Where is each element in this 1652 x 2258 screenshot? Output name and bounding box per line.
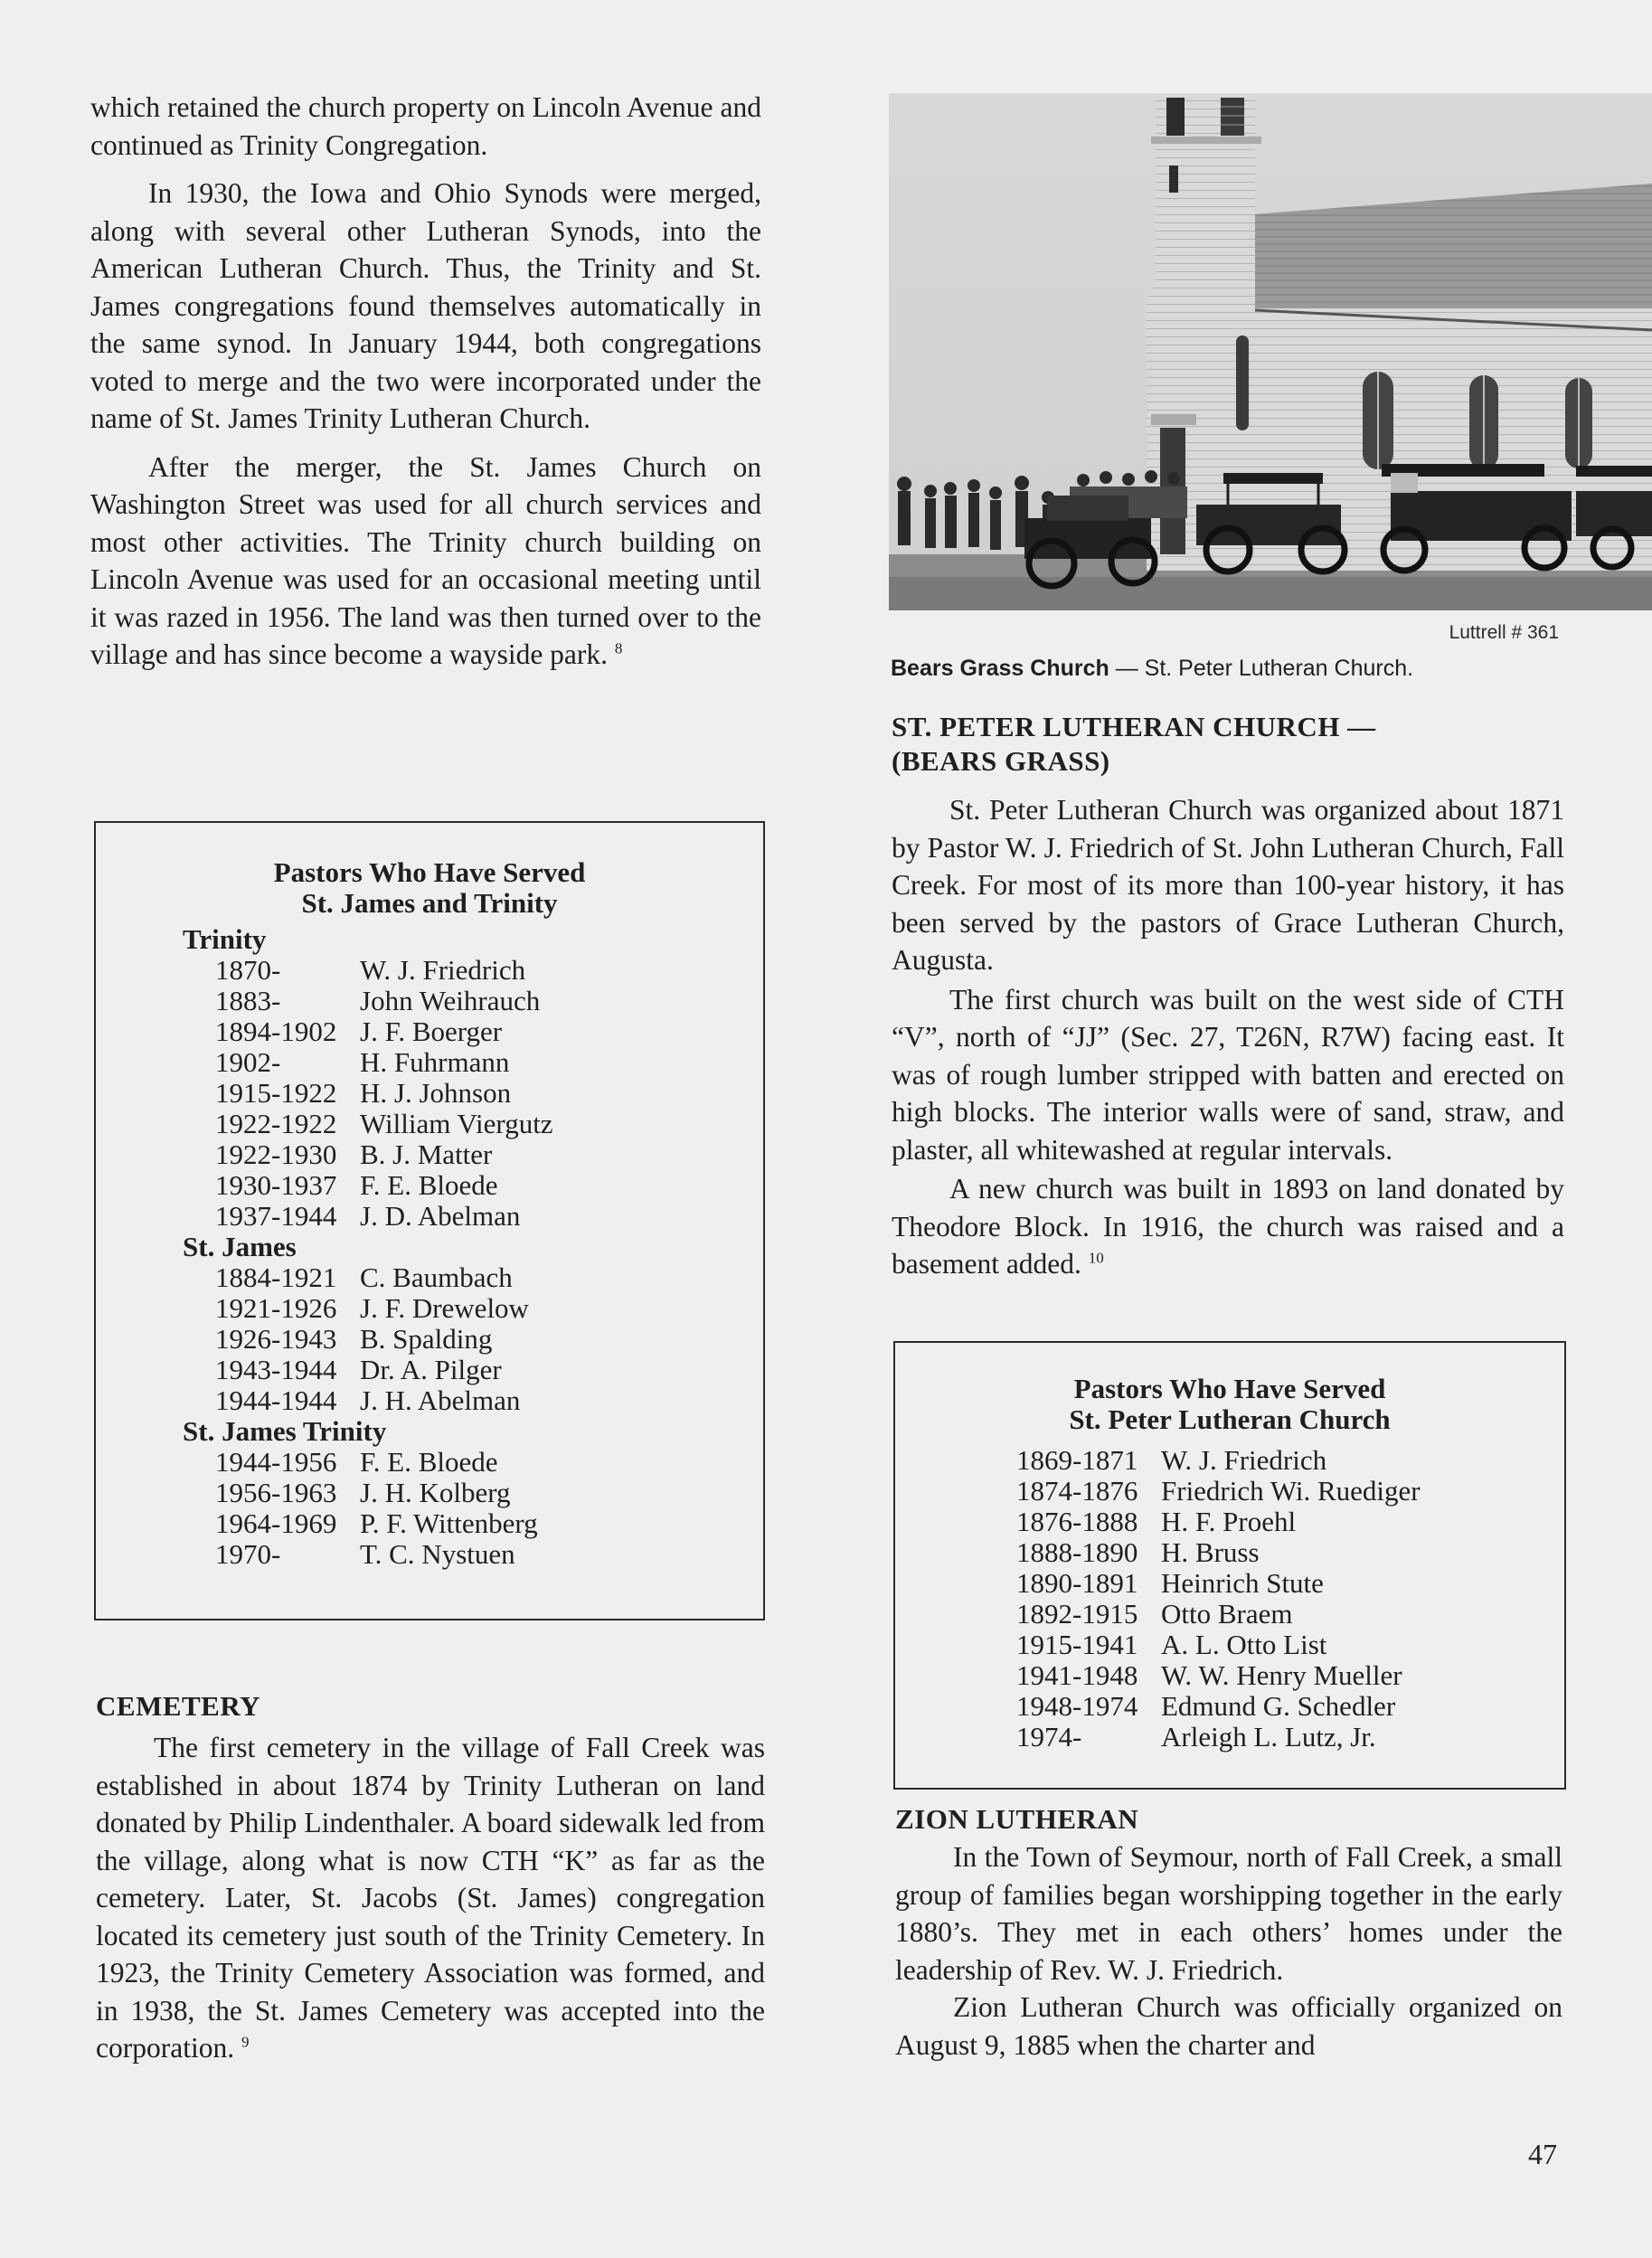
pastor-years: 1869-1871 (1016, 1444, 1138, 1476)
pastor-years: 1921-1926 (215, 1292, 337, 1324)
pastor-name: T. C. Nystuen (360, 1538, 515, 1570)
pastor-name: Dr. A. Pilger (360, 1354, 502, 1385)
pastor-name: H. J. Johnson (360, 1077, 512, 1109)
pastor-years: 1894-1902 (215, 1016, 337, 1047)
st-peter-paragraph-1: St. Peter Lutheran Church was organized about 1871 by Pastor W. J. Friedrich of St. John Lutheran Church, Fall Creek. For most of its more than 100-year history, it has been served by the pastors of Grace Lutheran Church, Augusta. (892, 794, 1564, 976)
pastor-row (215, 1170, 722, 1201)
pastor-row (215, 1539, 722, 1570)
left-paragraph-3: After the merger, the St. James Church on Washington Street was used for all church services and most other activities. The Trinity church building on Lincoln Avenue was used for an occasional meeting until it was razed in 1956. The land was then turned over to the village and has since become a wayside park. $^8$ (90, 450, 761, 670)
pastor-row (215, 1139, 722, 1170)
pastor-name: H. Bruss (1161, 1536, 1260, 1568)
pastor-row (1016, 1630, 1541, 1660)
pastor-years: 1876-1888 (1016, 1506, 1138, 1537)
pastor-row (215, 1262, 722, 1293)
pastor-row (215, 986, 722, 1016)
zion-heading: ZION LUTHERAN (895, 1803, 1139, 1835)
footnote-ref: 10 (1088, 1249, 1104, 1267)
pastor-name: H. Fuhrmann (360, 1046, 510, 1078)
pastor-group-heading: St. James Trinity (183, 1415, 387, 1447)
pastor-name: C. Baumbach (360, 1261, 513, 1293)
st-peter-paragraph-2: The first church was built on the west side of CTH “V”, north of “JJ” (Sec. 27, T26N, R7W) facing east. It was of rough lumber stripped with batten and erected on high blocks. The interior walls were of sand, straw, and plaster, all whitewashed at regular intervals. (892, 983, 1564, 1166)
pastor-row (215, 1385, 722, 1416)
pastor-name: Otto Braem (1161, 1598, 1293, 1630)
pastor-row (1016, 1691, 1541, 1722)
pastor-row (1016, 1507, 1541, 1537)
pastor-row (215, 1478, 722, 1508)
pastor-row (215, 1355, 722, 1385)
photo-caption: Bears Grass Church — St. Peter Lutheran Church. (891, 656, 1414, 681)
pastor-row (1016, 1537, 1541, 1568)
pastor-years: 1890-1891 (1016, 1567, 1138, 1599)
st-peter-paragraph-3: A new church was built in 1893 on land donated by Theodore Block. In 1916, the church was raised and a basement added. $^{10}$ (892, 1173, 1564, 1280)
pastor-years: 1970- (215, 1538, 281, 1570)
pastor-row (1016, 1445, 1541, 1476)
pastor-name: William Viergutz (360, 1108, 553, 1139)
footnote-ref: 9 (241, 2033, 250, 2051)
pastor-years: 1956-1963 (215, 1477, 337, 1508)
pastor-row (215, 1293, 722, 1324)
box-title-line-2: St. James and Trinity (301, 887, 558, 919)
pastor-row (215, 1508, 722, 1539)
pastor-years: 1915-1922 (215, 1077, 337, 1109)
st-peter-section (892, 710, 1564, 1294)
pastor-name: J. H. Abelman (360, 1384, 521, 1416)
pastor-years: 1944-1956 (215, 1446, 337, 1478)
pastor-years: 1937-1944 (215, 1200, 337, 1232)
church-photo-illustration (889, 93, 1652, 610)
pastor-name: F. E. Bloede (360, 1446, 498, 1478)
pastor-row (215, 1047, 722, 1078)
pastor-name: F. E. Bloede (360, 1169, 498, 1201)
pastor-years: 1943-1944 (215, 1354, 337, 1385)
pastor-name: Heinrich Stute (1161, 1567, 1324, 1599)
pastor-name: W. J. Friedrich (1161, 1444, 1327, 1476)
pastor-group-heading: Trinity (183, 923, 267, 955)
pastor-group-heading: St. James (183, 1231, 297, 1262)
pastors-box-st-james-trinity (94, 821, 765, 1620)
pastor-name: W. J. Friedrich (360, 954, 526, 986)
zion-section (895, 1802, 1562, 2074)
zion-paragraph-1: In the Town of Seymour, north of Fall Creek, a small group of families began worshipping together in the early 1880’s. They met in each others’ homes under the leadership of Rev. W. J. Friedrich. (895, 1841, 1562, 1986)
pastor-years: 1948-1974 (1016, 1690, 1138, 1722)
pastor-years: 1888-1890 (1016, 1536, 1138, 1568)
pastor-years: 1944-1944 (215, 1384, 337, 1416)
pastor-name: J. H. Kolberg (360, 1477, 511, 1508)
pastor-row (1016, 1660, 1541, 1691)
cemetery-heading: CEMETERY (96, 1690, 261, 1722)
pastor-list (1016, 1445, 1541, 1753)
st-peter-heading-line-2: (BEARS GRASS) (892, 745, 1110, 777)
pastor-name: W. W. Henry Mueller (1161, 1659, 1402, 1691)
pastor-name: A. L. Otto List (1161, 1629, 1327, 1660)
pastor-years: 1874-1876 (1016, 1475, 1138, 1507)
pastor-years: 1922-1922 (215, 1108, 337, 1139)
pastor-years: 1915-1941 (1016, 1629, 1138, 1660)
pastor-years: 1941-1948 (1016, 1659, 1138, 1691)
pastor-name: B. J. Matter (360, 1138, 493, 1170)
pastor-row (215, 1447, 722, 1478)
pastor-row (215, 1324, 722, 1355)
pastor-name: B. Spalding (360, 1323, 493, 1355)
pastors-box-st-peter (893, 1341, 1566, 1790)
pastor-years: 1883- (215, 985, 281, 1016)
box-title-line-1: Pastors Who Have Served (273, 856, 586, 888)
pastor-name: J. F. Boerger (360, 1016, 503, 1047)
pastor-row (1016, 1568, 1541, 1599)
pastor-name: Edmund G. Schedler (1161, 1690, 1396, 1722)
page-number: 47 (1528, 2138, 1557, 2170)
left-paragraph-1: which retained the church property on Lincoln Avenue and continued as Trinity Congregation. (90, 91, 761, 161)
cemetery-section (96, 1689, 765, 2078)
box-title-line-2: St. Peter Lutheran Church (1069, 1403, 1391, 1435)
pastor-row (215, 1078, 722, 1109)
box-title-line-1: Pastors Who Have Served (1073, 1373, 1386, 1404)
left-paragraph-2: In 1930, the Iowa and Ohio Synods were merged, along with several other Lutheran Synods, into the American Lutheran Church. Thus, the Trinity and St. James congregations found themselves automatically in the same synod. In January 1944, both congregations voted to merge and the two were incorporated under the name of St. James Trinity Lutheran Church. (90, 177, 761, 434)
pastor-row (215, 955, 722, 986)
pastor-list (183, 923, 722, 1570)
pastor-name: H. F. Proehl (1161, 1506, 1297, 1537)
pastor-years: 1964-1969 (215, 1507, 337, 1539)
pastor-years: 1974- (1016, 1721, 1082, 1753)
pastor-row (215, 1109, 722, 1139)
pastor-row (215, 1201, 722, 1232)
pastor-years: 1930-1937 (215, 1169, 337, 1201)
photo-credit: Luttrell # 361 (1449, 622, 1559, 643)
pastor-row (215, 1016, 722, 1047)
pastor-years: 1870- (215, 954, 281, 986)
pastor-name: Friedrich Wi. Ruediger (1161, 1475, 1421, 1507)
pastor-name: John Weihrauch (360, 985, 541, 1016)
pastor-years: 1884-1921 (215, 1261, 337, 1293)
pastor-years: 1926-1943 (215, 1323, 337, 1355)
pastor-name: Arleigh L. Lutz, Jr. (1161, 1721, 1376, 1753)
pastor-years: 1922-1930 (215, 1138, 337, 1170)
pastor-row (1016, 1722, 1541, 1753)
cemetery-paragraph: The first cemetery in the village of Fall Creek was established in about 1874 by Trinity Lutheran on land donated by Philip Lindenthaler. A board sidewalk led from the village, along what is now CTH “K” as far as the cemetery. Later, St. Jacobs (St. James) congregation located its cemetery just south of the Trinity Cemetery. In 1923, the Trinity Cemetery Association was formed, and in 1938, the St. James Cemetery was accepted into the corporation. $^9$ (96, 1732, 765, 2064)
zion-paragraph-2: Zion Lutheran Church was officially organized on August 9, 1885 when the charter and (895, 1991, 1562, 2061)
pastor-name: J. F. Drewelow (360, 1292, 529, 1324)
pastor-years: 1902- (215, 1046, 281, 1078)
pastor-years: 1892-1915 (1016, 1598, 1138, 1630)
pastor-row (1016, 1476, 1541, 1507)
pastor-row (1016, 1599, 1541, 1630)
footnote-ref: 8 (614, 639, 623, 657)
pastor-name: J. D. Abelman (360, 1200, 521, 1232)
left-column (90, 89, 761, 685)
church-photo (889, 93, 1652, 610)
pastor-name: P. F. Wittenberg (360, 1507, 538, 1539)
st-peter-heading-line-1: ST. PETER LUTHERAN CHURCH — (892, 711, 1376, 742)
